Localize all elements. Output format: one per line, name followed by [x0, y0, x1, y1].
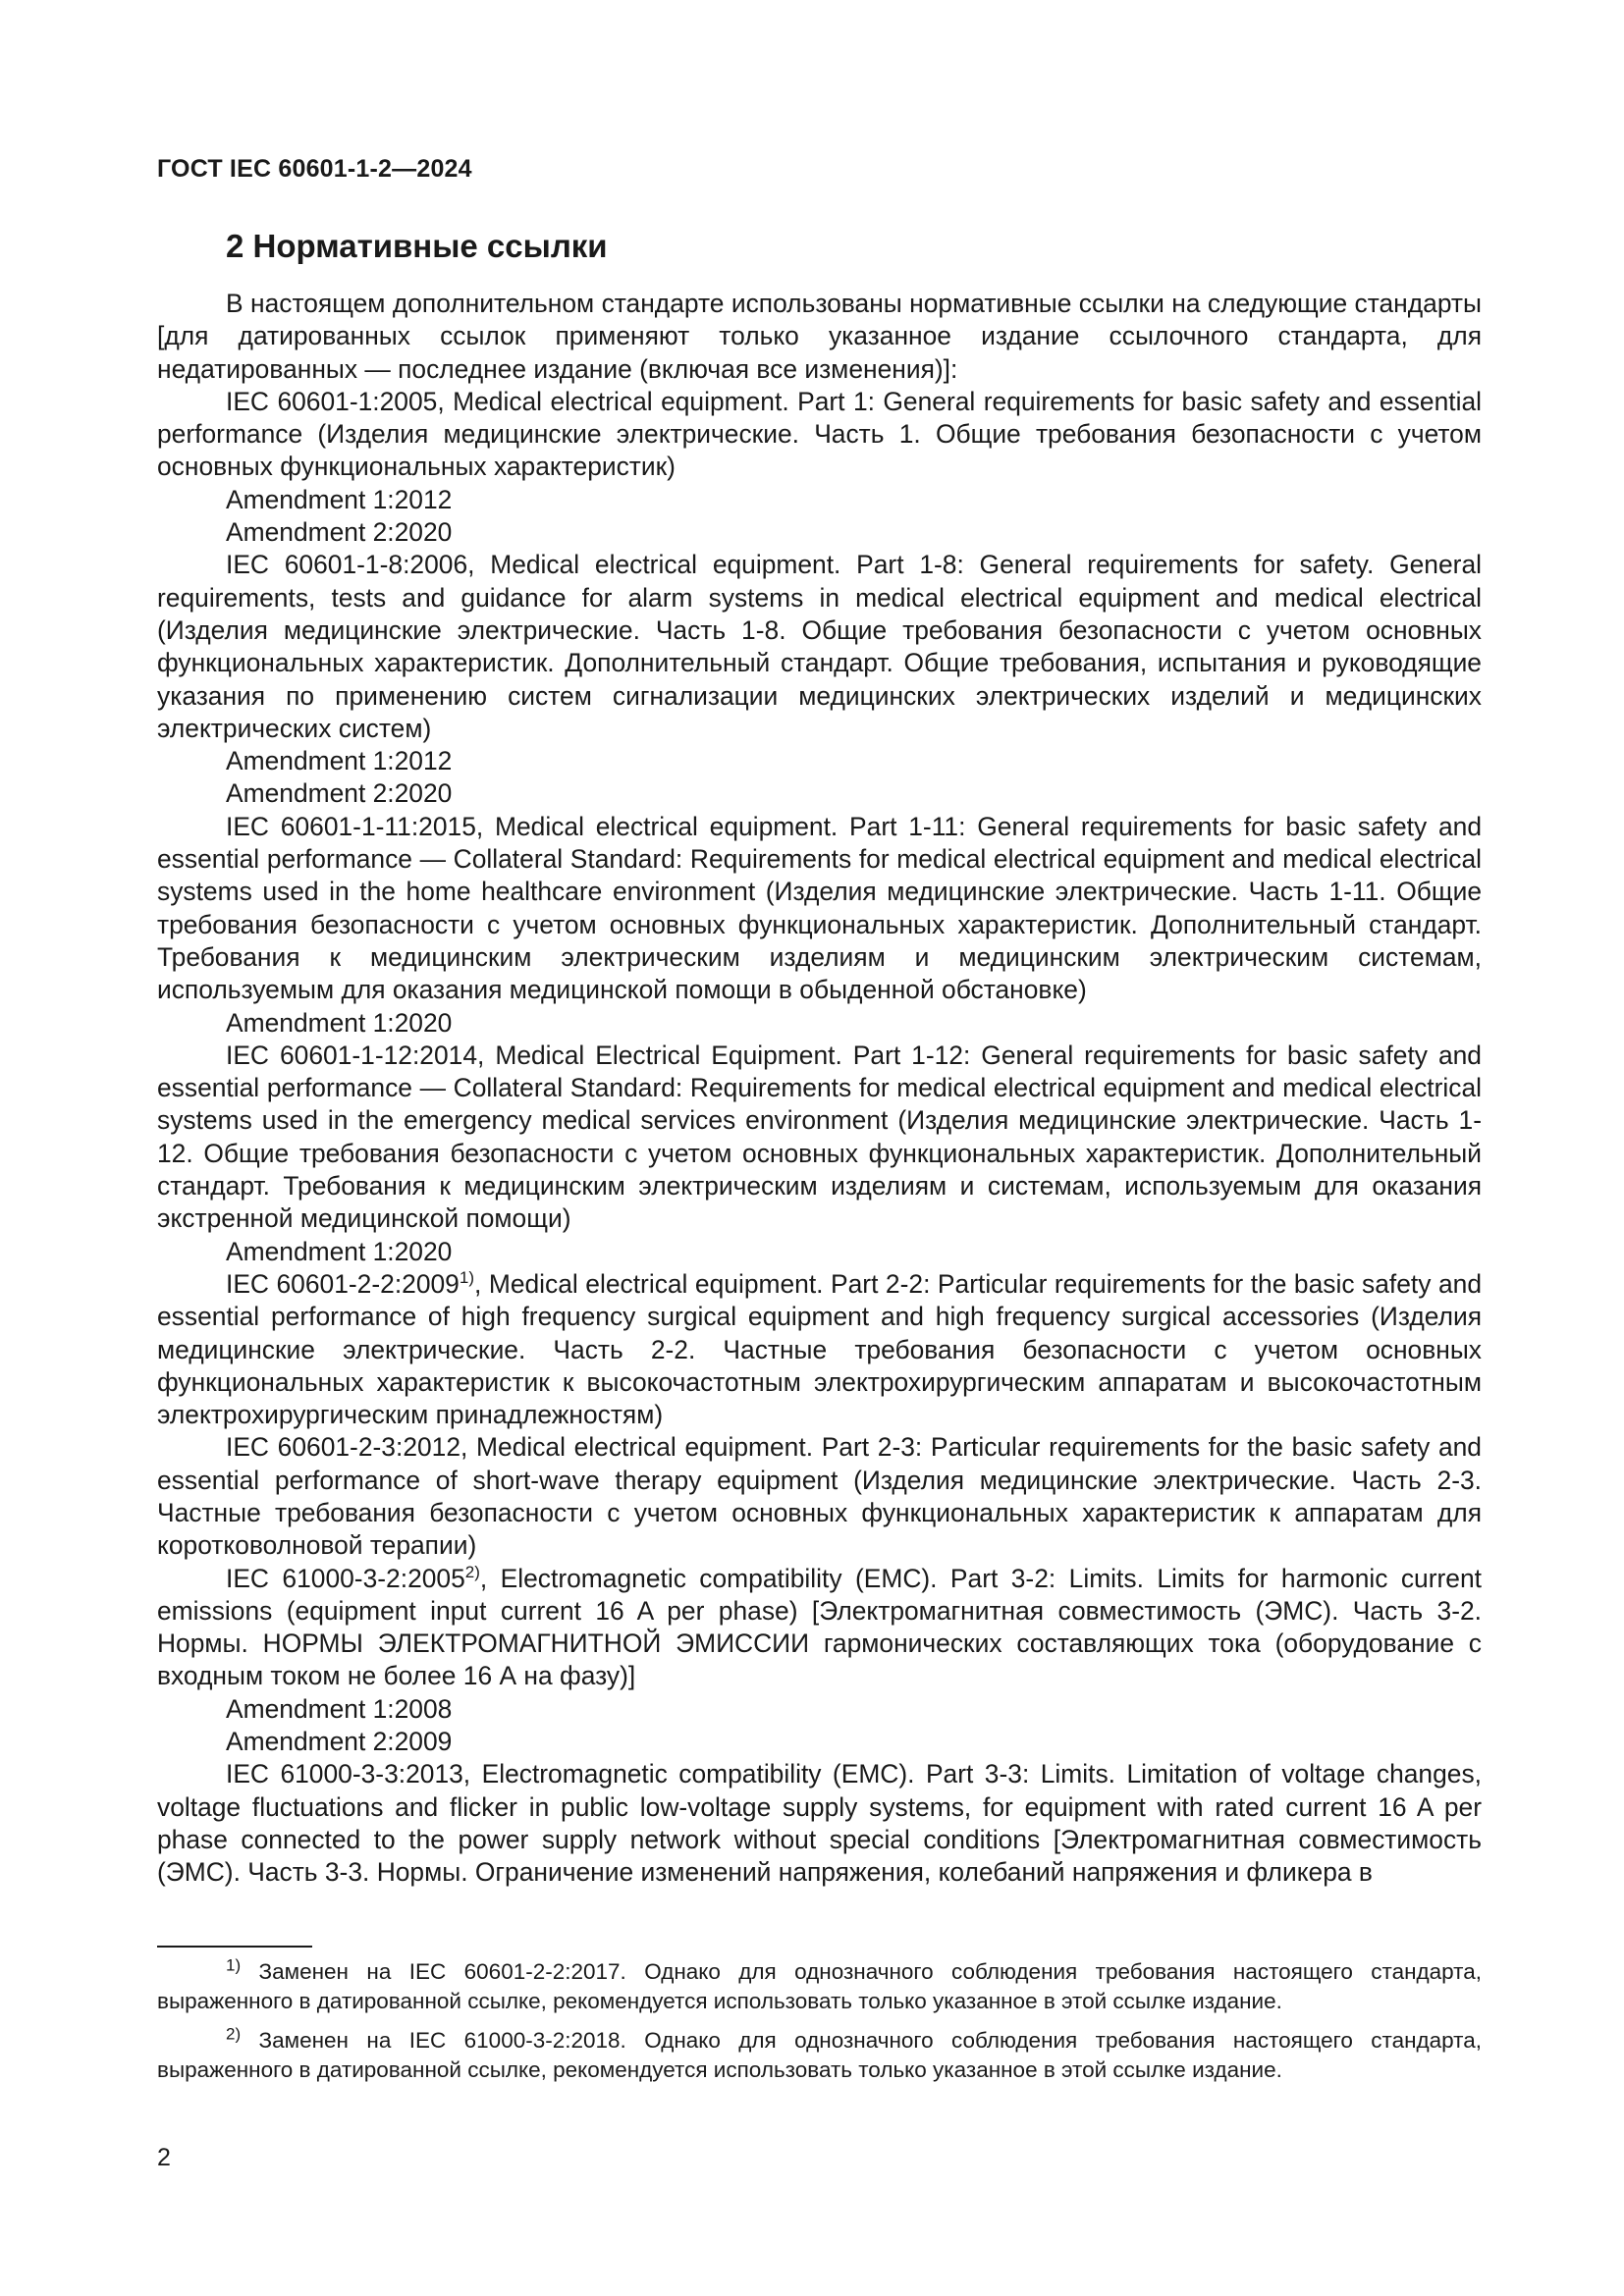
footnote-mark: 1) [226, 1955, 242, 1975]
reference-entry: IEC 60601-1-8:2006, Medical electrical equipment. Part 1-8: General requirements for safety. General requirements, tests and guidance for alarm systems in medical electrical equipment and medical electrical (Изделия медицинские электрические. Часть 1-8. Общие требования безопасности с учетом основных функциональных характеристик. Дополнительный стандарт. Общие требования, испытания и руководящие указания по применению систем сигнализации медицинских электрических изделий и медицинских электрических систем) [157, 550, 1482, 743]
footnote-text: Заменен на IEC 60601-2-2:2017. Однако для однозначного соблюдения требования настоящего стандарта, выраженного в датированной ссылке, рекомендуется использовать только указанное в этой ссылке издание. [157, 1959, 1482, 2013]
reference-entry [157, 1563, 1482, 1693]
document-code-header: ГОСТ IEC 60601-1-2—2024 [157, 155, 472, 183]
references-body [157, 288, 1482, 1890]
amendment-entry: Amendment 2:2009 [226, 1727, 453, 1757]
footnote [157, 2026, 1482, 2085]
footnote-ref: 2) [464, 1562, 480, 1581]
reference-entry: IEC 60601-1:2005, Medical electrical equipment. Part 1: General requirements for basic safety and essential performance (Изделия медицинские электрические. Часть 1. Общие требования безопасности с учетом основных функциональных характеристик) [157, 386, 1482, 482]
amendment-entry: Amendment 1:2012 [226, 746, 453, 776]
footnote-mark: 2) [226, 2024, 242, 2044]
page-number: 2 [157, 2144, 171, 2171]
amendment-entry: Amendment 2:2020 [226, 778, 453, 809]
reference-text: , Medical electrical equipment. Part 2-2: Particular requirements for the basic safety and essential performance of high frequency surgical equipment and high frequency surgical accessories (Изделия медицинские электрические. Часть 2-2. Частные требования безопасности с учетом основных функциональных характеристик к высокочастотным электрохирургическим аппаратам и высокочастотным электрохирургическим принадлежностям) [157, 1268, 1482, 1430]
amendment-entry: Amendment 1:2020 [226, 1007, 453, 1038]
footnote-text: Заменен на IEC 61000-3-2:2018. Однако для однозначного соблюдения требования настоящего стандарта, выраженного в датированной ссылке, рекомендуется использовать только указанное в этой ссылке издание. [157, 2028, 1482, 2082]
reference-entry: IEC 61000-3-3:2013, Electromagnetic compatibility (EMC). Part 3-3: Limits. Limitation of voltage changes, voltage fluctuations and flicker in public low-voltage supply systems, for equipment with rated current 16 A per phase connected to the power supply network without special conditions [Электромагнитная совместимость (ЭМС). Часть 3-3. Нормы. Ограничение изменений напряжения, колебаний напряжения и фликера в [157, 1759, 1482, 1888]
amendment-entry: Amendment 1:2020 [226, 1236, 453, 1266]
reference-entry: IEC 60601-1-11:2015, Medical electrical equipment. Part 1-11: General requirements for basic safety and essential performance — Collateral Standard: Requirements for medical electrical equipment and medical electrical systems used in the home healthcare environment (Изделия медицинские электрические. Часть 1-11. Общие требования безопасности с учетом основных функциональных характеристик. Дополнительный стандарт. Требования к медицинским электрическим изделиям и медицинским электрическим системам, используемым для оказания медицинской помощи в обыденной обстановке) [157, 811, 1482, 1005]
footnote [157, 1957, 1482, 2016]
footnote-divider [157, 1946, 312, 1948]
reference-entry: IEC 60601-1-12:2014, Medical Electrical Equipment. Part 1-12: General requirements for basic safety and essential performance — Collateral Standard: Requirements for medical electrical equipment and medical electrical systems used in the emergency medical services environment (Изделия медицинские электрические. Часть 1-12. Общие требования безопасности с учетом основных функциональных характеристик. Дополнительный стандарт. Требования к медицинским электрическим изделиям и системам, используемым для оказания экстренной медицинской помощи) [157, 1040, 1482, 1234]
footnote-ref: 1) [459, 1268, 474, 1288]
footnotes [157, 1957, 1482, 2095]
reference-entry: IEC 60601-2-3:2012, Medical electrical equipment. Part 2-3: Particular requirements for the basic safety and essential performance of short-wave therapy equipment (Изделия медицинские электрические. Часть 2-3. Частные требования безопасности с учетом основных функциональных характеристик к аппаратам для коротковолновой терапии) [157, 1432, 1482, 1561]
intro-paragraph: В настоящем дополнительном стандарте использованы нормативные ссылки на следующие стандарты [для датированных ссылок применяют только указанное издание ссылочного стандарта, для недатированных — последнее издание (включая все изменения)]: [157, 289, 1482, 384]
reference-text: , Electromagnetic compatibility (EMC). Part 3-2: Limits. Limits for harmonic current emissions (equipment input current 16 A per phase) [Электромагнитная совместимость (ЭМС). Часть 3-2. Нормы. НОРМЫ ЭЛЕКТРОМАГНИТНОЙ ЭМИССИИ гармонических составляющих тока (оборудование с входным током не более 16 А на фазу)] [157, 1563, 1482, 1691]
reference-code: IEC 60601-2-2:2009 [226, 1268, 460, 1299]
reference-code: IEC 61000-3-2:2005 [226, 1563, 465, 1593]
amendment-entry: Amendment 1:2008 [226, 1693, 453, 1724]
section-title: 2 Нормативные ссылки [226, 228, 608, 264]
amendment-entry: Amendment 1:2012 [226, 484, 453, 514]
amendment-entry: Amendment 2:2020 [226, 517, 453, 548]
reference-entry [157, 1268, 1482, 1431]
